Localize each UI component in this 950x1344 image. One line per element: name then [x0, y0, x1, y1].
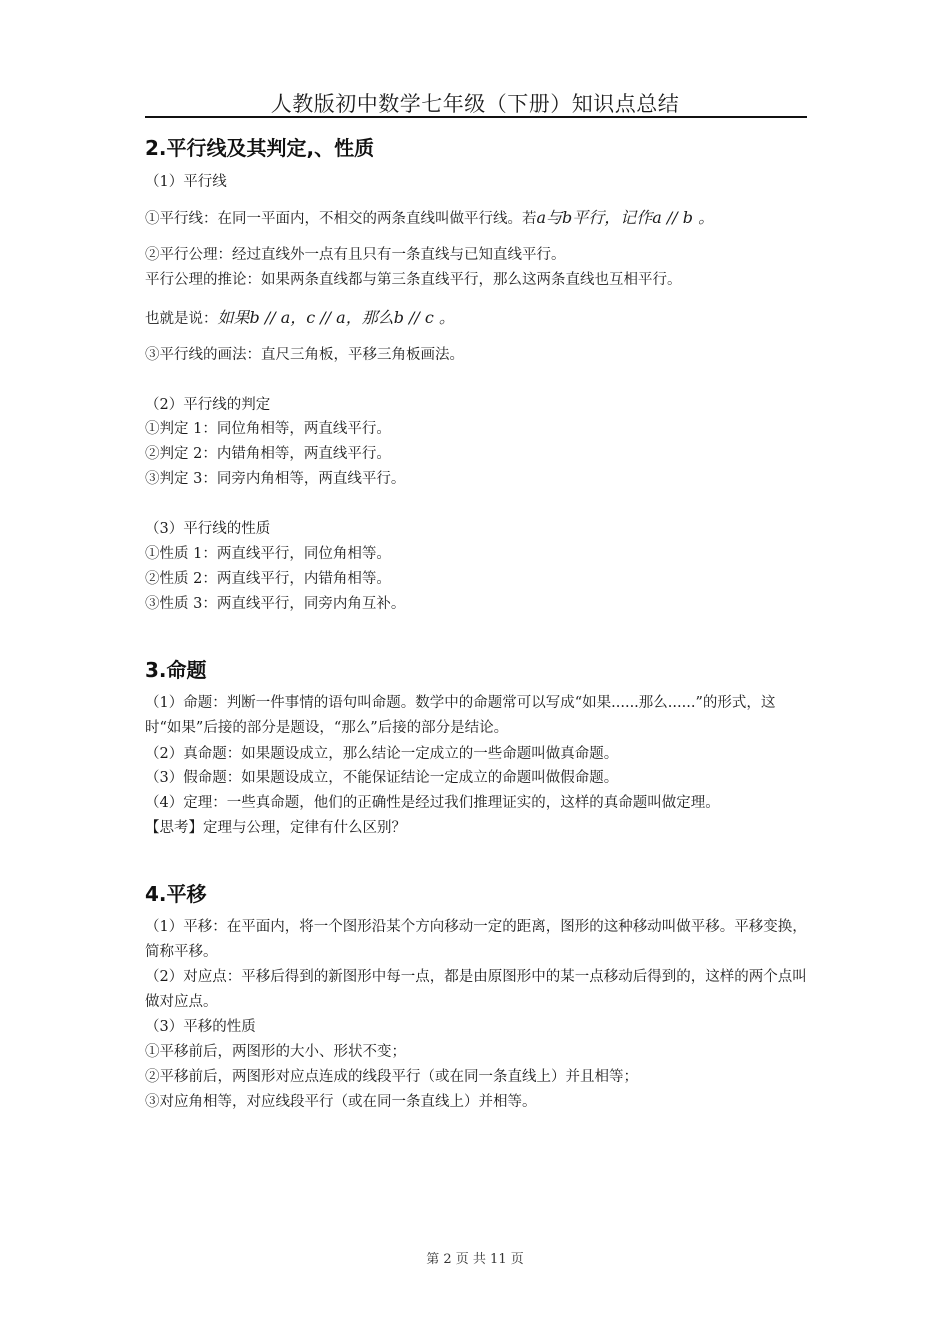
s2-p5: ③平行线的画法：直尺三角板，平移三角板画法。	[145, 347, 464, 363]
s2-p1	[145, 208, 714, 229]
header-rule	[145, 116, 807, 118]
s3-p3: （3）假命题：如果题设成立，不能保证结论一定成立的命题叫做假命题。	[145, 770, 619, 786]
s2-x1: ①性质 1：两直线平行，同位角相等。	[145, 546, 391, 562]
s4-p3: （3）平移的性质	[145, 1019, 256, 1035]
s3-p5: 【思考】定理与公理，定律有什么区别？	[145, 820, 406, 836]
page-header-title: 人教版初中数学七年级（下册）知识点总结	[270, 92, 680, 116]
s2-x3: ③性质 3：两直线平行，同旁内角互补。	[145, 596, 406, 612]
s4-p4: ①平移前后，两图形的大小、形状不变；	[145, 1044, 406, 1060]
s2-p2: ②平行公理：经过直线外一点有且只有一条直线与已知直线平行。	[145, 247, 566, 263]
s3-p4: （4）定理：一些真命题，他们的正确性是经过我们推理证实的，这样的真命题叫做定理。	[145, 795, 720, 811]
s2-p4	[145, 308, 455, 329]
section-2-title: 2.平行线及其判定,、性质	[145, 136, 375, 160]
s4-p2: （2）对应点：平移后得到的新图形中每一点，都是由原图形中的某一点移动后得到的，这样的两个点叫做对应点。	[145, 969, 807, 1010]
section-4-title: 4.平移	[145, 882, 207, 906]
s4-p5: ②平移前后，两图形对应点连成的线段平行（或在同一条直线上）并且相等；	[145, 1069, 638, 1085]
s2-p3: 平行公理的推论：如果两条直线都与第三条直线平行，那么这两条直线也互相平行。	[145, 272, 682, 288]
s2-j1: ①判定 1：同位角相等，两直线平行。	[145, 421, 391, 437]
s2-p4-math: 如果b // a，c // a，那么b // c 。	[217, 308, 455, 327]
s4-p1: （1）平移：在平面内，将一个图形沿某个方向移动一定的距离，图形的这种移动叫做平移。平移变换，简称平移。	[145, 919, 807, 960]
page-footer: 第 2 页 共 11 页	[426, 1252, 524, 1267]
s2-p4-text: 也就是说：	[145, 311, 218, 327]
s3-p2: （2）真命题：如果题设成立，那么结论一定成立的一些命题叫做真命题。	[145, 746, 619, 762]
s2-sub3: （3）平行线的性质	[145, 521, 271, 537]
s2-j2: ②判定 2：内错角相等，两直线平行。	[145, 446, 391, 462]
s2-x2: ②性质 2：两直线平行，内错角相等。	[145, 571, 391, 587]
section-3-title: 3.命题	[145, 658, 207, 682]
s2-p1-text: ①平行线：在同一平面内，不相交的两条直线叫做平行线。若	[145, 211, 537, 227]
s3-p1: （1）命题：判断一件事情的语句叫命题。数学中的命题常可以写成“如果......那么......”的形式，这时“如果”后接的部分是题设，“那么”后接的部分是结论。	[145, 695, 776, 736]
s2-p1-math: a与b平行，记作a // b 。	[536, 208, 715, 227]
s2-sub1: （1）平行线	[145, 174, 227, 190]
s2-sub2: （2）平行线的判定	[145, 397, 271, 413]
s4-p6: ③对应角相等，对应线段平行（或在同一条直线上）并相等。	[145, 1094, 537, 1110]
s2-j3: ③判定 3：同旁内角相等，两直线平行。	[145, 471, 406, 487]
